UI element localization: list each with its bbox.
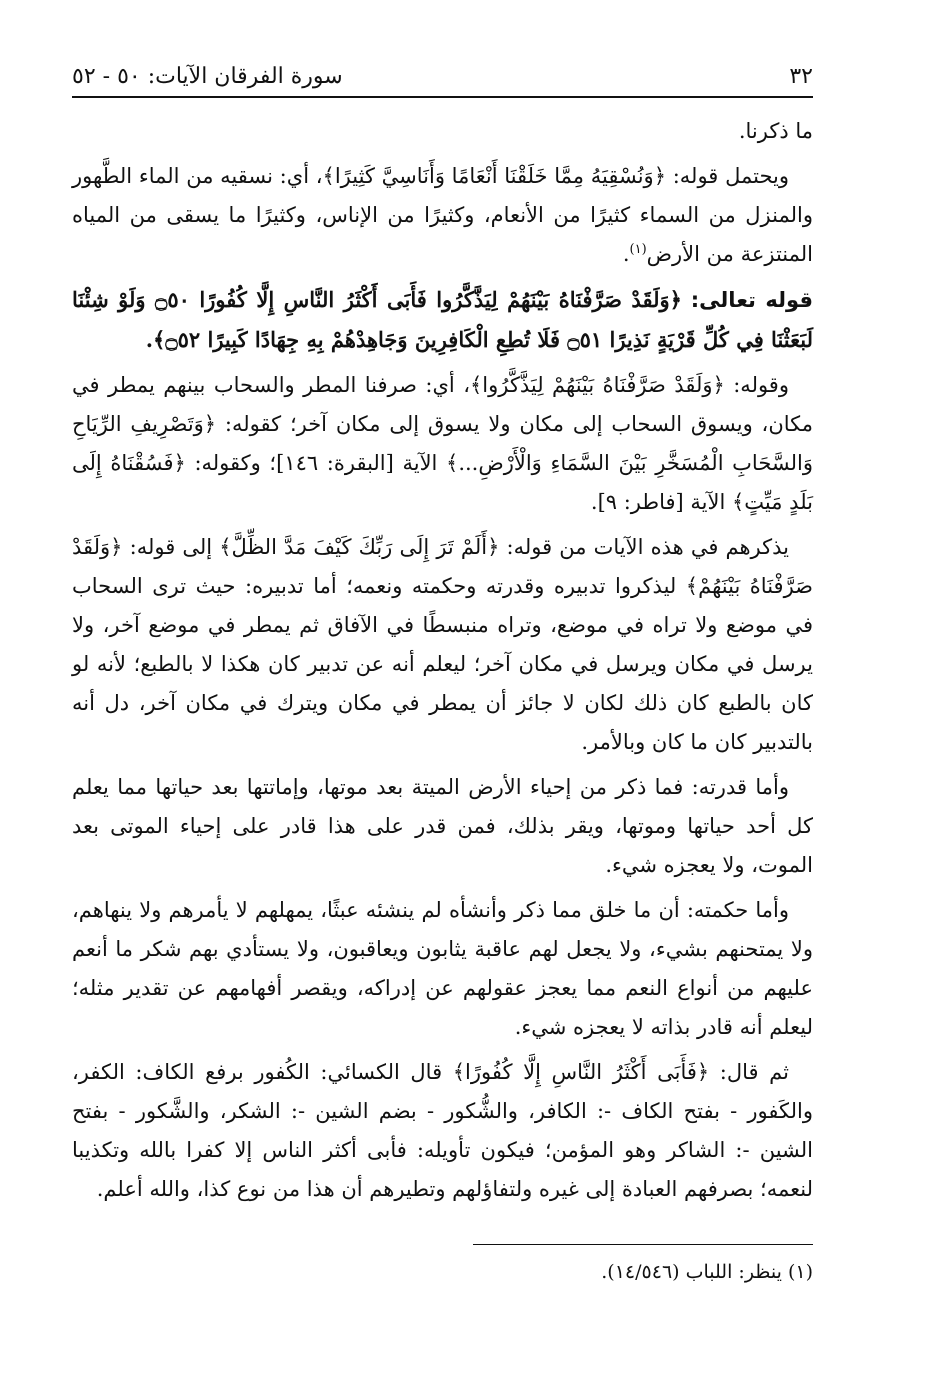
verse-paragraph — [72, 280, 813, 360]
main-text — [72, 112, 813, 1215]
paragraph: وأما قدرته: فما ذكر من إحياء الأرض الميتة بعد موتها، وإماتتها بعد حياتها مما يعلم كل أحد حياتها وموتها، ويقر بذلك، فمن قدر على هذا قادر على إحياء الموتى بعد الموت، ولا يعجزه شيء. — [72, 775, 813, 877]
paragraph: ثم قال: ﴿فَأَبَى أَكْثَرُ النَّاسِ إِلَّا كُفُورًا﴾ قال الكسائي: الكُفور برفع الكاف: الكفر، والكَفور - بفتح الكاف -: الكافر، والشُّكور - بضم الشين -: الشكر، والشَّكور - بفتح الشين -: الشاكر وهو المؤمن؛ فيكون تأويله: فأبى أكثر الناس إلا كفرا بالله وتكذيبا لنعمه؛ بصرفهم العبادة إلى غيره ولتفاؤلهم وتطيرهم أن هذا من نوع كذا، والله أعلم. — [72, 1060, 813, 1201]
paragraph-tail: . — [622, 242, 630, 266]
footnote-marker[interactable]: (١) — [629, 242, 647, 257]
page-number: ٣٢ — [789, 64, 813, 89]
paragraph: يذكرهم في هذه الآيات من قوله: ﴿أَلَمْ تَرَ إِلَى رَبِّكَ كَيْفَ مَدَّ الظِّلَّ﴾ إلى قوله: ﴿وَلَقَدْ صَرَّفْنَاهُ بَيْنَهُمْ﴾ ليذكروا تدبيره وقدرته وحكمته ونعمه؛ أما تدبيره: حيث ترى السحاب في موضع ولا تراه في موضع، وتراه منبسطًا في الآفاق ثم يمطر في موضع آخر، ولا يرسل في مكان ويرسل في مكان آخر؛ ليعلم أنه عن تدبير كان هكذا لا بالطبع؛ لأنه لو كان بالطبع كان ذلك لكان لا جائز أن يمطر في مكان ويترك في مكان آخر، دل أنه بالتدبير كان ما كان وبالأمر. — [72, 535, 813, 754]
paragraph — [72, 157, 813, 274]
page-header — [72, 52, 813, 92]
paragraph-continuation: ما ذكرنا. — [738, 119, 813, 143]
verse-lead: قوله تعالى: — [690, 288, 813, 312]
quran-verse: ﴿وَلَقَدْ صَرَّفْنَاهُ بَيْنَهُمْ لِيَذَّكَّرُوا فَأَبَى أَكْثَرُ النَّاسِ إِلَّا كُفُورًا ۝٥٠ وَلَوْ شِئْنَا لَبَعَثْنَا فِي كُلِّ قَرْيَةٍ نَذِيرًا ۝٥١ فَلَا تُطِعِ الْكَافِرِينَ وَجَاهِدْهُمْ بِهِ جِهَادًا كَبِيرًا ۝٥٢﴾. — [72, 287, 813, 352]
paragraph: وقوله: ﴿وَلَقَدْ صَرَّفْنَاهُ بَيْنَهُمْ لِيَذَّكَّرُوا﴾، أي: صرفنا المطر والسحاب بينهم يمطر في مكان، ويسوق السحاب إلى مكان ولا يسوق إلى مكان آخر؛ كقوله: ﴿وَتَصْرِيفِ الرِّيَاحِ وَالسَّحَابِ الْمُسَخَّرِ بَيْنَ السَّمَاءِ وَالْأَرْضِ...﴾ الآية [البقرة: ١٤٦]؛ وكقوله: ﴿فَسُقْنَاهُ إِلَى بَلَدٍ مَيِّتٍ﴾ الآية [فاطر: ٩]. — [72, 373, 813, 514]
header-divider — [72, 96, 813, 98]
paragraph-text: ويحتمل قوله: ﴿وَنُسْقِيَهُ مِمَّا خَلَقْنَا أَنْعَامًا وَأَنَاسِيَّ كَثِيرًا﴾، أي: نسقيه من الماء الطَّهور والمنزل من السماء كثيرًا من الأنعام، وكثيرًا من الإناس، وكثيرًا ما يسقى من المياه المنتزعة من الأرض — [72, 164, 813, 266]
footnote-divider — [473, 1244, 813, 1245]
footnote: (١) ينظر: اللباب (١٤/٥٤٦). — [601, 1261, 813, 1283]
paragraph: وأما حكمته: أن ما خلق مما ذكر وأنشأه لم ينشئه عبثًا، يمهلهم لا يأمرهم ولا ينهاهم، ولا يمتحنهم بشيء، ولا يجعل لهم عاقبة يثابون ويعاقبون، ولا يستأدي بهم شكر ما أنعم عليهم من أنواع النعم مما يعجز عقولهم عن إدراكه، ويقصر أفهامهم عن تقدير مثله؛ ليعلم أنه قادر بذاته لا يعجزه شيء. — [72, 898, 813, 1039]
running-title: سورة الفرقان الآيات: ٥٠ - ٥٢ — [72, 64, 343, 89]
